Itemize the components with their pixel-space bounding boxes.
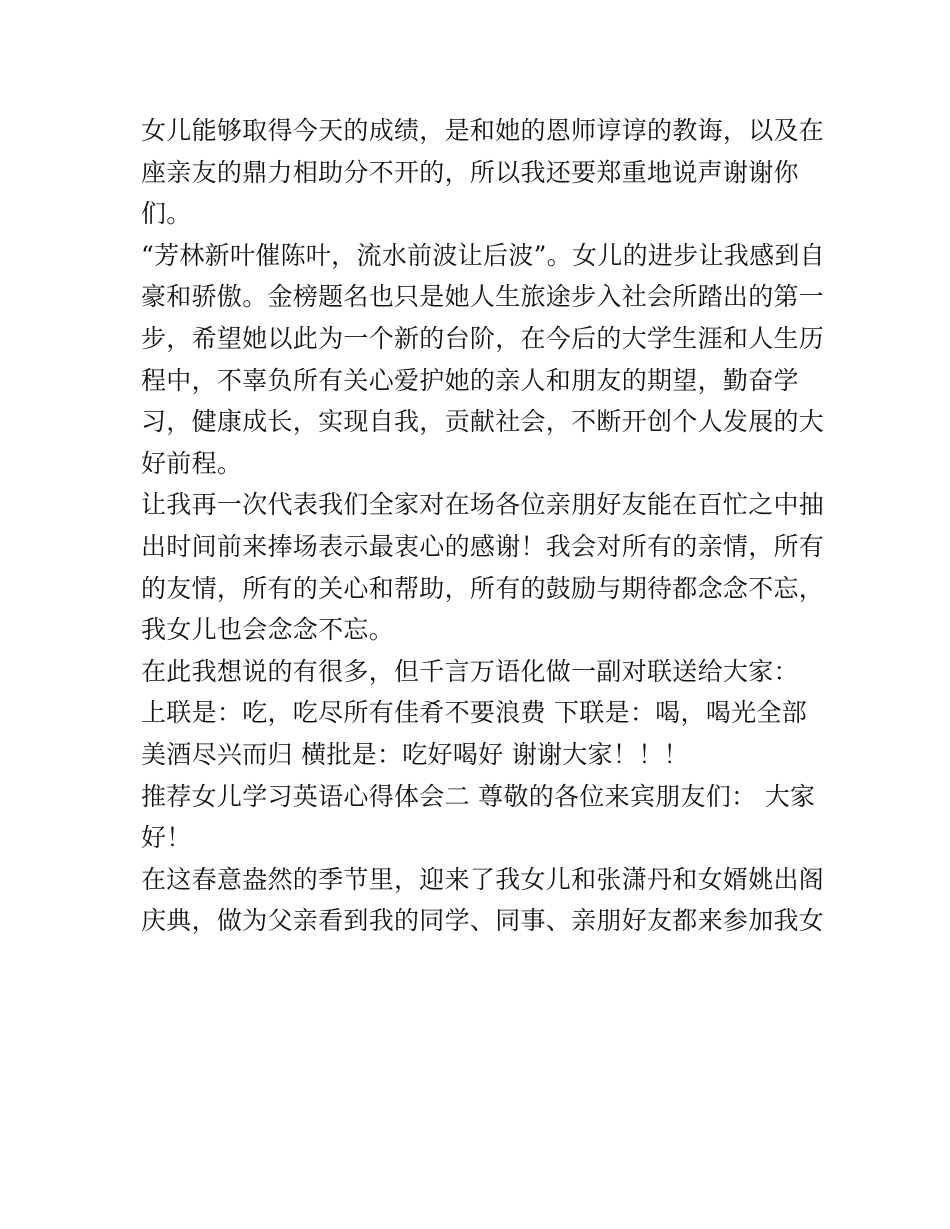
text-line: 们。 xyxy=(141,199,192,229)
text-line: 我女儿也会念念不忘。 xyxy=(141,615,395,645)
text-line: 豪和骄傲。金榜题名也只是她人生旅途步入社会所踏出的第一 xyxy=(141,282,825,312)
text-line: 上联是：吃，吃尽所有佳肴不要浪费 下联是：喝，喝光全部 xyxy=(141,698,808,728)
text-line: 程中，不辜负所有关心爱护她的亲人和朋友的期望，勤奋学 xyxy=(141,365,799,395)
text-line: 美酒尽兴而归 横批是：吃好喝好 谢谢大家！！！ xyxy=(141,739,689,769)
text-line: “芳林新叶催陈叶，流水前波让后波”。女儿的进步让我感到自 xyxy=(141,240,825,270)
text-line: 推荐女儿学习英语心得体会二 尊敬的各位来宾朋友们： 大家 xyxy=(141,781,816,811)
text-line: 出时间前来捧场表示最衷心的感谢！我会对所有的亲情，所有 xyxy=(141,531,825,561)
text-line: 女儿能够取得今天的成绩，是和她的恩师谆谆的教诲，以及在 xyxy=(141,116,825,145)
text-line: 习，健康成长，实现自我，贡献社会，不断开创个人发展的大 xyxy=(141,407,825,437)
text-line: 庆典，做为父亲看到我的同学、同事、亲朋好友都来参加我女 xyxy=(141,906,825,936)
text-line: 的友情，所有的关心和帮助，所有的鼓励与期待都念念不忘， xyxy=(141,573,825,603)
text-line: 好前程。 xyxy=(141,448,243,478)
document-body xyxy=(141,110,825,942)
text-line: 座亲友的鼎力相助分不开的，所以我还要郑重地说声谢谢你 xyxy=(141,157,799,187)
text-line: 好！ xyxy=(141,823,192,853)
text-line: 在这春意盎然的季节里，迎来了我女儿和张潇丹和女婿姚出阁 xyxy=(141,864,825,894)
text-line: 在此我想说的有很多，但千言万语化做一副对联送给大家： xyxy=(141,656,799,686)
text-line: 步，希望她以此为一个新的台阶，在今后的大学生涯和人生历 xyxy=(141,323,825,353)
text-line: 让我再一次代表我们全家对在场各位亲朋好友能在百忙之中抽 xyxy=(141,490,825,520)
